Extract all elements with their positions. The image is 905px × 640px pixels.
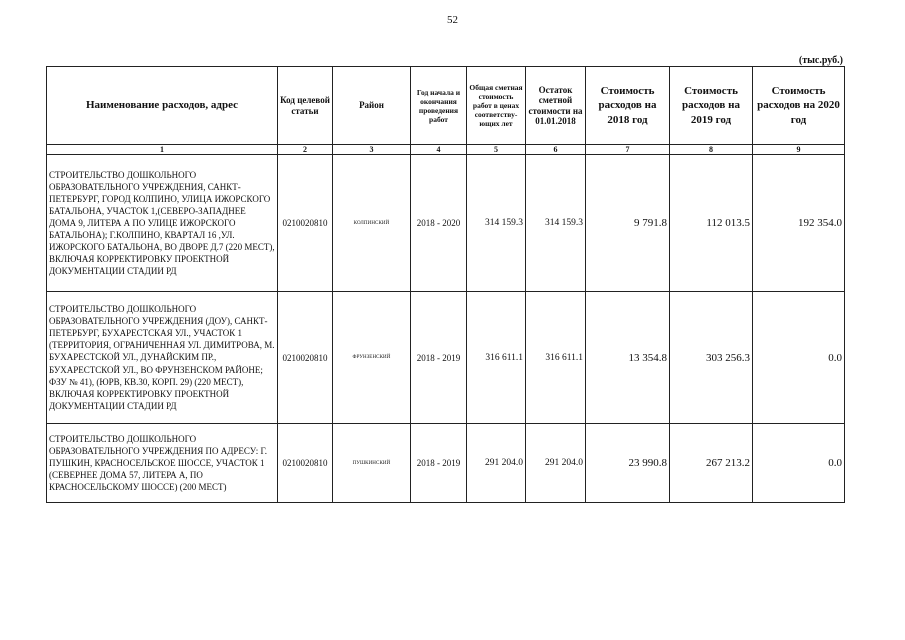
district: ФРУНЗЕНСКИЙ — [333, 292, 411, 424]
remaining-cost: 291 204.0 — [526, 424, 586, 503]
column-number: 8 — [670, 145, 753, 155]
work-period: 2018 - 2019 — [411, 424, 467, 503]
remaining-cost: 314 159.3 — [526, 155, 586, 292]
column-number: 1 — [47, 145, 278, 155]
cost-2019: 112 013.5 — [670, 155, 753, 292]
expense-name: СТРОИТЕЛЬСТВО ДОШКОЛЬНОГО ОБРАЗОВАТЕЛЬНОГО УЧРЕЖДЕНИЯ ПО АДРЕСУ: Г. ПУШКИН, КРАСНОСЕЛЬСКОЕ ШОССЕ, УЧАСТОК 1 (СЕВЕРНЕЕ ДОМА 57, ЛИТЕРА А, ПО КРАСНОСЕЛЬСКОМУ ШОССЕ) (200 МЕСТ) — [47, 424, 278, 503]
target-code: 0210020810 — [278, 155, 333, 292]
header-name: Наименование расходов, адрес — [47, 67, 278, 145]
cost-2020: 0.0 — [753, 292, 845, 424]
column-number: 2 — [278, 145, 333, 155]
work-period: 2018 - 2019 — [411, 292, 467, 424]
column-number-row — [47, 145, 845, 155]
column-number: 4 — [411, 145, 467, 155]
page-number: 52 — [447, 14, 458, 26]
target-code: 0210020810 — [278, 292, 333, 424]
column-number: 6 — [526, 145, 586, 155]
column-number: 7 — [586, 145, 670, 155]
expense-name: СТРОИТЕЛЬСТВО ДОШКОЛЬНОГО ОБРАЗОВАТЕЛЬНОГО УЧРЕЖДЕНИЯ (ДОУ), САНКТ-ПЕТЕРБУРГ, БУХАРЕСТСКАЯ УЛ., УЧАСТОК 1 (ТЕРРИТОРИЯ, ОГРАНИЧЕННАЯ УЛ. ДИМИТРОВА, М. БУХАРЕСТСКОЙ УЛ., ДУНАЙСКИМ ПР., БУХАРЕСТСКОЙ УЛ., ВО ФРУНЗЕНСКОМ РАЙОНЕ; ФЗУ № 41), (ЮРВ, КВ.30, КОРП. 29) (220 МЕСТ), ВКЛЮЧАЯ КОРРЕКТИРОВКУ ПРОЕКТНОЙ ДОКУМЕНТАЦИИ СТАДИИ РД — [47, 292, 278, 424]
header-remaining-cost: Остаток сметной стоимости на 01.01.2018 — [526, 67, 586, 145]
work-period: 2018 - 2020 — [411, 155, 467, 292]
cost-2018: 23 990.8 — [586, 424, 670, 503]
header-row — [47, 67, 845, 145]
cost-2018: 9 791.8 — [586, 155, 670, 292]
remaining-cost: 316 611.1 — [526, 292, 586, 424]
table-row — [47, 292, 845, 424]
header-code: Код целевой статьи — [278, 67, 333, 145]
cost-2020: 192 354.0 — [753, 155, 845, 292]
cost-2019: 303 256.3 — [670, 292, 753, 424]
district: КОЛПИНСКИЙ — [333, 155, 411, 292]
column-number: 9 — [753, 145, 845, 155]
cost-2020: 0.0 — [753, 424, 845, 503]
table-row — [47, 424, 845, 503]
total-cost: 314 159.3 — [467, 155, 526, 292]
total-cost: 316 611.1 — [467, 292, 526, 424]
district: ПУШКИНСКИЙ — [333, 424, 411, 503]
units-label: (тыс.руб.) — [798, 55, 843, 66]
header-cost-2018: Стоимость расходов на 2018 год — [586, 67, 670, 145]
header-district: Район — [333, 67, 411, 145]
header-period: Год начала и окончания проведения работ — [411, 67, 467, 145]
cost-2019: 267 213.2 — [670, 424, 753, 503]
header-cost-2020: Стоимость расходов на 2020 год — [753, 67, 845, 145]
expenses-table — [46, 66, 845, 503]
cost-2018: 13 354.8 — [586, 292, 670, 424]
header-total-cost: Общая сметная стоимость работ в ценах соответству-ющих лет — [467, 67, 526, 145]
table-row — [47, 155, 845, 292]
target-code: 0210020810 — [278, 424, 333, 503]
total-cost: 291 204.0 — [467, 424, 526, 503]
column-number: 5 — [467, 145, 526, 155]
expense-name: СТРОИТЕЛЬСТВО ДОШКОЛЬНОГО ОБРАЗОВАТЕЛЬНОГО УЧРЕЖДЕНИЯ, САНКТ-ПЕТЕРБУРГ, ГОРОД КОЛПИНО, УЛИЦА ИЖОРСКОГО БАТАЛЬОНА, УЧАСТОК 1,(СЕВЕРО-ЗАПАДНЕЕ ДОМА 9, ЛИТЕРА А ПО УЛИЦЕ ИЖОРСКОГО БАТАЛЬОНА); Г.КОЛПИНО, КВАРТАЛ 16 ,УЛ. ИЖОРСКОГО БАТАЛЬОНА, ВО ДВОРЕ Д.7 (220 МЕСТ), ВКЛЮЧАЯ КОРРЕКТИРОВКУ ПРОЕКТНОЙ ДОКУМЕНТАЦИИ СТАДИИ РД — [47, 155, 278, 292]
header-cost-2019: Стоимость расходов на 2019 год — [670, 67, 753, 145]
column-number: 3 — [333, 145, 411, 155]
